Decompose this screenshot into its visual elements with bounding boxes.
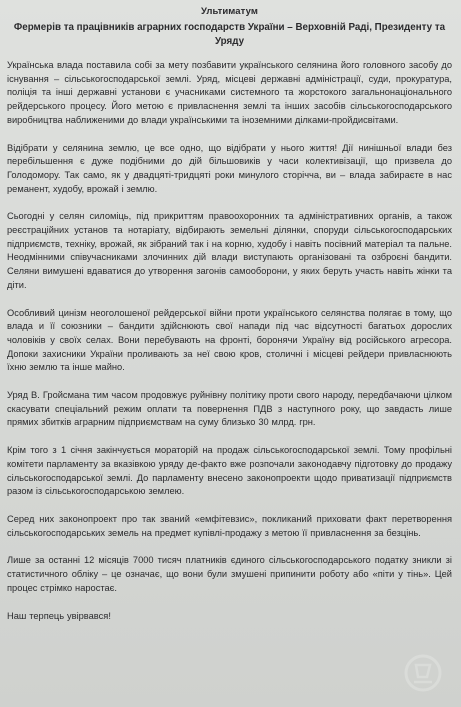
document-subtitle: Фермерів та працівників аграрних господарств України – Верховній Раді, Президенту та Уряду xyxy=(13,22,446,47)
paragraph-9-closing: Наш терпець увірвався! xyxy=(7,610,111,621)
paragraph-8: Лише за останні 12 місяців 7000 тисяч платників єдиного сільськогосподарського податку зникли зі статистичного обліку – це означає, що вони були змушені припинити роботу або «піти у тінь». Цей процес стрімко наростає. xyxy=(7,555,452,593)
paragraph-7: Серед них законопроект про так званий «емфітевзис», покликаний приховати факт перетворення сільськогосподарських земель на предмет купівлі-продажу з метою її привласнення за безцінь. xyxy=(7,513,452,538)
paragraph-6: Крім того з 1 січня закінчується мораторій на продаж сільськогосподарської землі. Тому профільні комітети парламенту за вказівкою уряду де-факто вже розпочали законодавчу підготовку до продажу сільськогосподарської землі. До парламенту внесено законопроекти щодо приватизації підприємств разом із сільськогосподарською землею. xyxy=(7,445,452,497)
newspaper-logo-watermark-icon xyxy=(403,653,443,693)
document-title: Ультиматум xyxy=(200,6,259,17)
paragraph-4: Особливий цинізм неоголошеної рейдерської війни проти українського селянства полягає в тому, що влада и її союзники – бандити здійснюють свої напади під час відсутності багатьох дорослих чоловіків у своїх селах. Вони перебувають на фронті, боронячи Україну від російського агресора. Допоки захисники України проливають за неї свою кров, столичні і місцеві рейдери привласнюють їхню землю та інше майно. xyxy=(7,307,452,373)
paragraph-3: Сьогодні у селян силоміць, під прикриттям правоохоронних та адміністративних органів, а також реєстраційних установ та нотаріату, відбирають земельні ділянки, споруди сільськогосподарських підприємств, техніку, врожай, як зібраний так і на корню, худобу і навіть посівний матеріал та пальне. Неодмінними співучасниками злочинних дій влади виступають організовані та озброєні бандити. Селяни вимушені вдаватися до утворення загонів самооборони, у яких беруть участь навіть жінки та діти. xyxy=(7,211,452,290)
paragraph-2: Відібрати у селянина землю, це все одно, що відібрати у нього життя! Дії нинішньої влади без перебільшення є дуже подібними до дій більшовиків у часи колективізації, що призвела до Голодомору. Так само, як у двадцяті-тридцяті роки минулого сторічча, ви – влада забираєте в нас реманент, худобу, врожай і землю. xyxy=(7,142,452,194)
paragraph-1: Українська влада поставила собі за мету позбавити українського селянина його головного засобу до існування – сільськогосподарської землі. Уряд, місцеві державні адміністрації, суди, прокуратура, поліція та інші державні установи є учасниками системного та жорстокого загальнонаціонального рейдерського процесу. Його метою є привласнення землі та інших засобів сільськогосподарського виробництва наближеними до влади українськими та іноземними ділками-пройдисвітами. xyxy=(7,60,452,125)
paragraph-5: Уряд В. Гройсмана тим часом продовжує руйнівну політику проти свого народу, передбачаючи цілком скасувати спеціальний режим оплати та повернення ПДВ з наступного року, що завдасть лише прямих збитків аграрним підприємствам на суму близько 30 млрд. грн. xyxy=(7,390,452,428)
